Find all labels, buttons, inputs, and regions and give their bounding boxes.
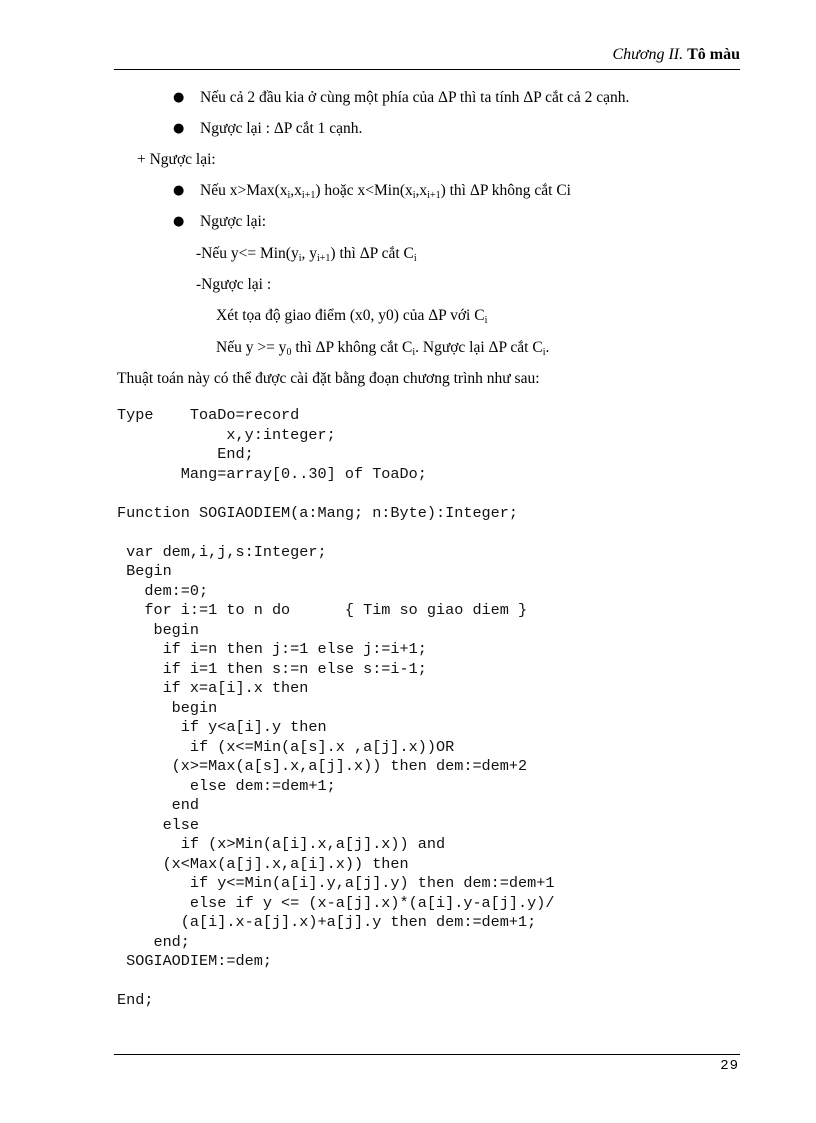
code-line: End; (117, 991, 154, 1009)
code-line: (x<Max(a[j].x,a[i].x)) then (117, 854, 409, 873)
chapter-title: Tô màu (687, 46, 740, 63)
chapter-label: Chương II. (612, 46, 684, 63)
code-line: if i=1 then s:=n else s:=i-1; (117, 659, 427, 678)
page-number: 29 (720, 1058, 739, 1074)
code-line: Mang=array[0..30] of ToaDo; (117, 464, 427, 483)
code-line: Begin (117, 562, 172, 580)
code-intro-paragraph: Thuật toán này có thể được cài đặt bằng đoạn chương trình như sau: (117, 370, 540, 387)
bullet-both-ends-same-side: Nếu cả 2 đầu kia ở cùng một phía của ΔP thì ta tính ΔP cắt cả 2 cạnh. (200, 89, 630, 106)
code-line: SOGIAODIEM:=dem; (117, 952, 272, 970)
bullet-otherwise: Ngược lại: (200, 213, 267, 230)
code-line: Function SOGIAODIEM(a:Mang; n:Byte):Integer; (117, 503, 519, 522)
code-line: end; (117, 932, 190, 951)
code-line: else dem:=dem+1; (117, 776, 336, 795)
code-line: (a[i].x-a[j].x)+a[j].y then dem:=dem+1; (117, 913, 537, 931)
bullet-dot: ● (173, 90, 185, 105)
rule-y-below-min: -Nếu $y<= Min(y_i$, $y_{i+1}$) thì ΔP cắt $C_i$ (196, 245, 417, 264)
rule-otherwise: -Ngược lại : (196, 276, 272, 293)
otherwise-case: + Ngược lại: (137, 151, 216, 168)
code-line: if x=a[i].x then (117, 679, 309, 697)
code-line: (x>=Max(a[s].x,a[j].x)) then dem:=dem+2 (117, 757, 528, 775)
code-line: if (x<=Min(a[s].x ,a[j].x))OR (117, 737, 455, 756)
code-listing (117, 406, 554, 1011)
code-line: else if y <= (x-a[j].x)*(a[i].y-a[j].y)/ (117, 893, 555, 912)
bullet-dot: ● (173, 183, 185, 198)
code-line: begin (117, 620, 200, 639)
code-line: end (117, 796, 200, 814)
header-rule (114, 69, 740, 70)
code-line: if y<a[i].y then (117, 718, 327, 736)
rule-compare-y0: Nếu $y >= y_0$ thì ΔP không cắt $C_i$. Ngược lại ΔP cắt $C_i$. (216, 339, 550, 358)
code-line (117, 523, 554, 543)
code-line: begin (117, 698, 218, 717)
bullet-otherwise-one-edge: Ngược lại : ΔP cắt 1 cạnh. (200, 120, 363, 137)
bullet-dot: ● (173, 214, 185, 229)
bullet-x-out-of-range: Nếu $x>Max(x_i,x_{i+1})$ hoặc $x<Min(x_i,x_{i+1})$ thì ΔP không cắt Ci (200, 182, 571, 201)
code-line: Type ToaDo=record (117, 406, 300, 424)
code-line: if i=n then j:=1 else j:=i+1; (117, 640, 427, 658)
rule-intersection-point: Xét tọa độ giao điểm (x0, y0) của ΔP với $C_i$ (216, 307, 488, 326)
code-line: End; (117, 445, 254, 463)
code-line (117, 972, 554, 992)
code-line: var dem,i,j,s:Integer; (117, 542, 327, 561)
page-header (114, 46, 740, 66)
footer-rule (114, 1054, 740, 1055)
code-line: for i:=1 to n do { Tim so giao diem } (117, 601, 528, 619)
code-line: dem:=0; (117, 581, 209, 600)
code-line: x,y:integer; (117, 425, 336, 444)
bullet-dot: ● (173, 121, 185, 136)
code-line: if y<=Min(a[i].y,a[j].y) then dem:=dem+1 (117, 874, 555, 892)
code-line: else (117, 815, 200, 834)
code-line (117, 484, 554, 504)
code-line: if (x>Min(a[i].x,a[j].x)) and (117, 835, 446, 853)
